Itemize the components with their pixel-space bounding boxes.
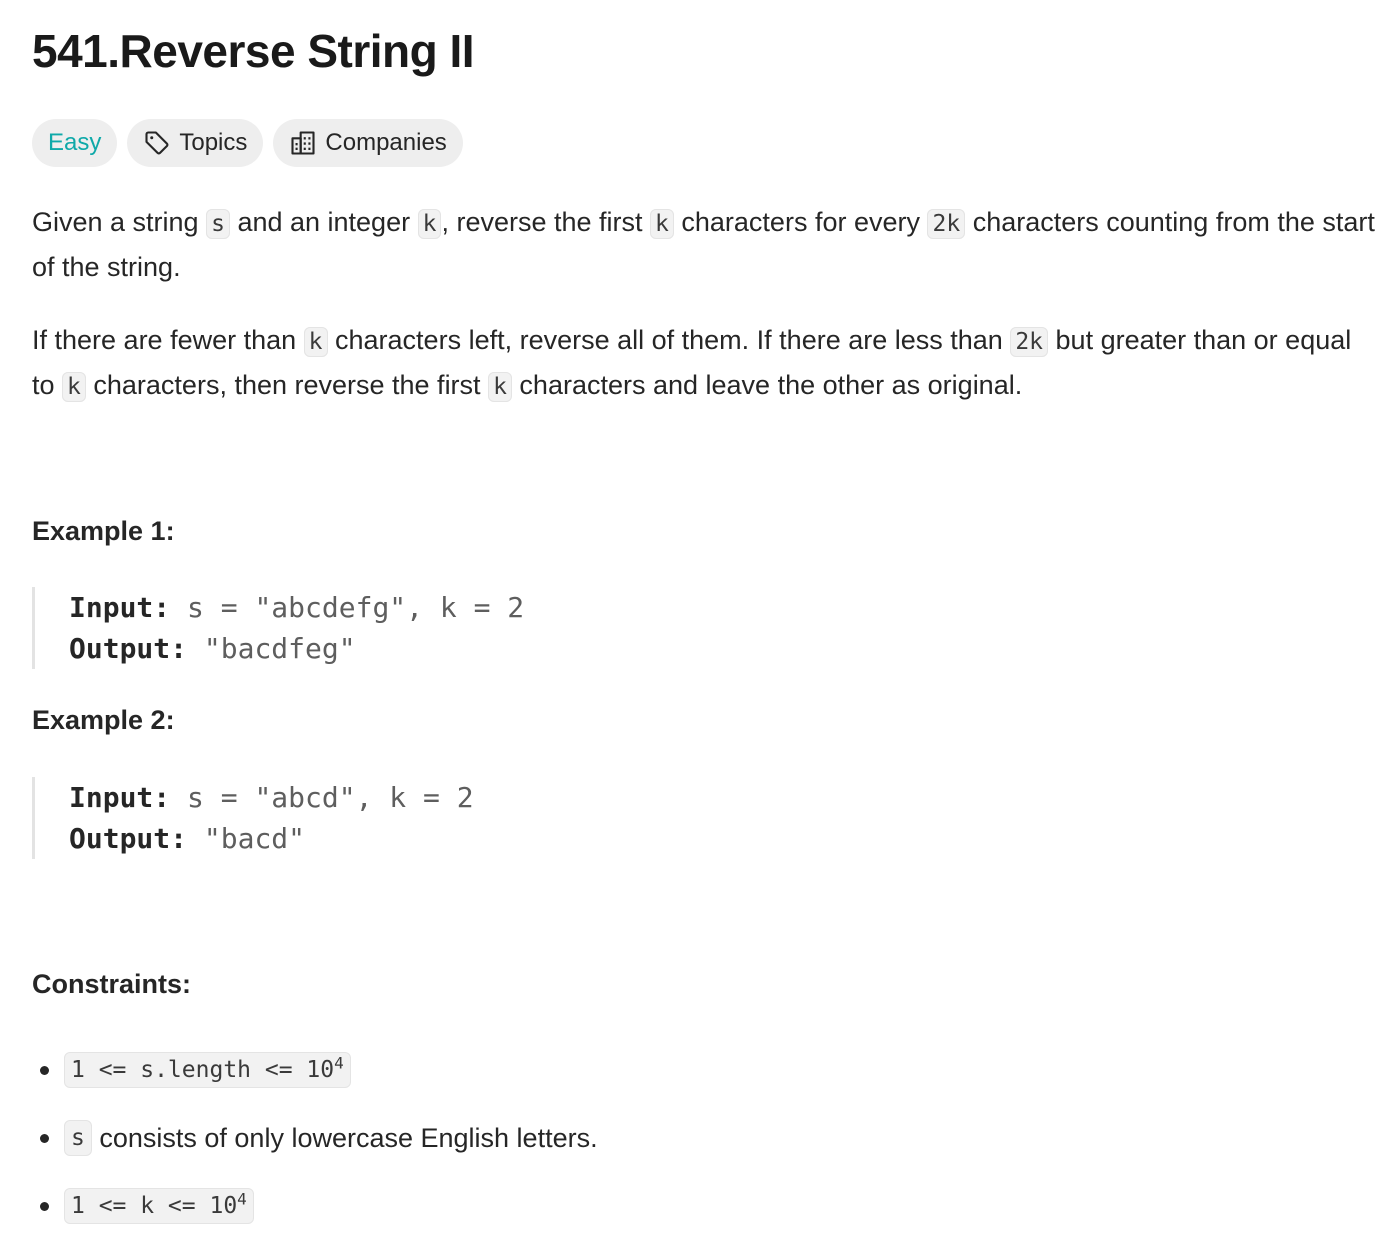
output-label: Output: xyxy=(69,632,188,665)
constraint-code: 1 <= k <= 10 xyxy=(71,1193,238,1219)
constraint-item xyxy=(32,1172,598,1240)
companies-button[interactable] xyxy=(273,119,462,167)
problem-name: Reverse String II xyxy=(119,25,475,77)
input-label: Input: xyxy=(69,781,171,814)
text-span: Given a string xyxy=(32,207,207,237)
example-1-output xyxy=(69,628,732,669)
text-span: characters for every xyxy=(673,207,928,237)
input-value: s = "abcd", k = 2 xyxy=(170,781,474,814)
constraint-item xyxy=(32,1104,598,1172)
output-label: Output: xyxy=(69,822,188,855)
text-span: If there are fewer than xyxy=(32,325,304,355)
inline-code xyxy=(64,1188,254,1224)
output-value: "bacd" xyxy=(187,822,306,855)
example-1-block xyxy=(32,587,732,669)
companies-label: Companies xyxy=(325,129,447,156)
example-2-heading: Example 2: xyxy=(32,705,175,735)
inline-code xyxy=(64,1120,92,1156)
text-span: but greater than or equal to xyxy=(32,325,1352,400)
topics-button[interactable] xyxy=(127,119,263,167)
inline-code: s xyxy=(206,209,230,239)
text-span: characters, then reverse the first xyxy=(85,370,489,400)
example-1-input xyxy=(69,587,732,628)
text-span: characters left, reverse all of them. If there are less than xyxy=(327,325,1011,355)
example-1-heading: Example 1: xyxy=(32,516,175,546)
inline-code: 2k xyxy=(927,209,965,239)
text-span: characters counting from the start of the string. xyxy=(32,207,1375,282)
problem-title xyxy=(32,24,474,78)
inline-code: k xyxy=(418,209,442,239)
tag-icon xyxy=(143,129,171,157)
input-label: Input: xyxy=(69,591,171,624)
example-2-input xyxy=(69,777,732,818)
inline-code: k xyxy=(650,209,674,239)
example-2-output xyxy=(69,818,732,859)
building-icon xyxy=(289,129,317,157)
output-value: "bacdfeg" xyxy=(187,632,356,665)
input-value: s = "abcdefg", k = 2 xyxy=(170,591,525,624)
difficulty-badge[interactable] xyxy=(32,119,117,167)
inline-code: k xyxy=(62,372,86,402)
example-2-block xyxy=(32,777,732,859)
inline-code: 2k xyxy=(1010,327,1048,357)
constraint-text: consists of only lowercase English letters. xyxy=(91,1122,598,1153)
topics-label: Topics xyxy=(179,129,248,156)
constraints-heading: Constraints: xyxy=(32,969,192,999)
constraints-list xyxy=(32,1036,598,1240)
constraint-code: s xyxy=(71,1125,85,1151)
text-span: characters and leave the other as original. xyxy=(511,370,1023,400)
text-span: , reverse the first xyxy=(441,207,651,237)
problem-number: 541. xyxy=(32,25,120,77)
exponent: 4 xyxy=(334,1053,344,1073)
text-span: and an integer xyxy=(229,207,418,237)
constraint-item xyxy=(32,1036,598,1104)
inline-code: k xyxy=(304,327,328,357)
description-paragraph-1 xyxy=(32,201,1377,289)
inline-code xyxy=(64,1052,351,1088)
difficulty-label: Easy xyxy=(48,129,102,156)
description-paragraph-2 xyxy=(32,319,1377,409)
inline-code: k xyxy=(488,372,512,402)
exponent: 4 xyxy=(237,1189,247,1209)
constraint-code: 1 <= s.length <= 10 xyxy=(71,1057,335,1083)
tag-bar xyxy=(32,119,463,167)
